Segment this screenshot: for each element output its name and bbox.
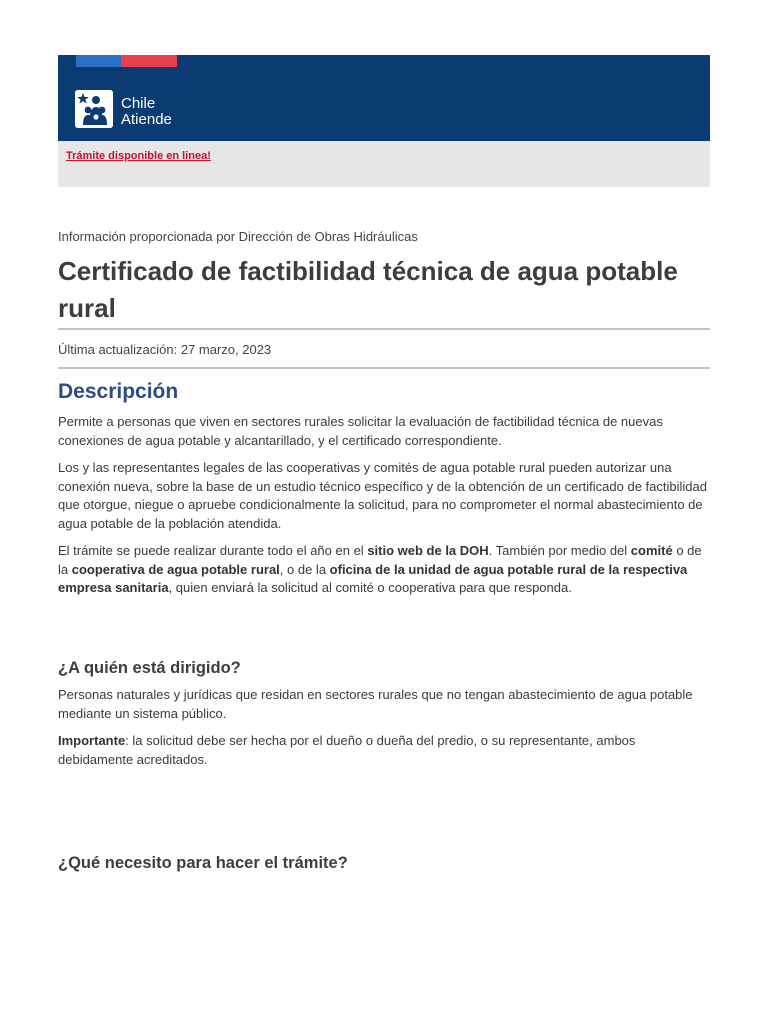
quien-paragraph-2 xyxy=(58,732,710,769)
divider xyxy=(58,328,710,330)
section-heading-descripcion: Descripción xyxy=(58,380,179,403)
descripcion-paragraph-1: Permite a personas que viven en sectores rurales solicitar la evaluación de factibilidad técnica de nuevas conexiones de agua potable y alcantarillado, y el certificado correspondiente. xyxy=(58,414,663,448)
quien-p2-text: : la solicitud debe ser hecha por el dueño o dueña del predio, o su representante, ambos debidamente acreditados. xyxy=(58,733,636,767)
sitio-web-doh-link[interactable]: sitio web de la DOH xyxy=(367,543,489,558)
section-heading-necesito: ¿Qué necesito para hacer el trámite? xyxy=(58,854,348,872)
tramite-online-link[interactable]: Trámite disponible en linea! xyxy=(66,150,211,162)
online-banner xyxy=(58,141,710,187)
site-header xyxy=(58,55,710,141)
logo-line-atiende: Atiende xyxy=(121,111,172,128)
chileatiende-logo-icon[interactable] xyxy=(75,90,113,128)
logo-wordmark[interactable] xyxy=(121,96,172,128)
flag-stripe-red xyxy=(121,55,177,67)
flag-stripe-blue xyxy=(76,55,121,67)
cooperativa-text: cooperativa de agua potable rural xyxy=(71,561,280,577)
descripcion-paragraph-3 xyxy=(58,542,710,598)
divider xyxy=(58,367,710,369)
quien-paragraph-1: Personas naturales y jurídicas que residan en sectores rurales que no tengan abastecimiento de agua potable mediante un sistema público. xyxy=(58,687,693,721)
info-provider-text: Información proporcionada por Dirección de Obras Hidráulicas xyxy=(58,229,418,244)
oficina-text: oficina de la unidad de agua potable rural de la respectiva empresa sanitaria xyxy=(58,561,688,595)
last-updated: Última actualización: 27 marzo, 2023 xyxy=(58,342,272,357)
logo-line-chile: Chile xyxy=(121,95,156,112)
p3-text: El trámite se puede realizar durante todo el año en el xyxy=(58,543,368,558)
p3-text: o de la xyxy=(58,543,702,577)
section-heading-quien: ¿A quién está dirigido? xyxy=(58,659,241,677)
comite-text: comité xyxy=(630,543,673,558)
p3-text: , o de la xyxy=(279,561,330,577)
descripcion-paragraph-2: Los y las representantes legales de las cooperativas y comités de agua potable rural pueden autorizar una conexión nueva, sobre la base de un estudio técnico específico y de la obtención de un certificado de factibilidad que otorgue, niegue o apruebe condicionalmente la solicitud, para no comprometer el normal abastecimiento de agua potable de la población atendida. xyxy=(58,460,707,531)
p3-text: . También por medio del xyxy=(488,543,631,558)
page-title: Certificado de factibilidad técnica de agua potable rural xyxy=(58,256,678,323)
importante-label: Importante xyxy=(58,733,126,748)
p3-text: , quien enviará la solicitud al comité o cooperativa para que responda. xyxy=(168,580,572,595)
